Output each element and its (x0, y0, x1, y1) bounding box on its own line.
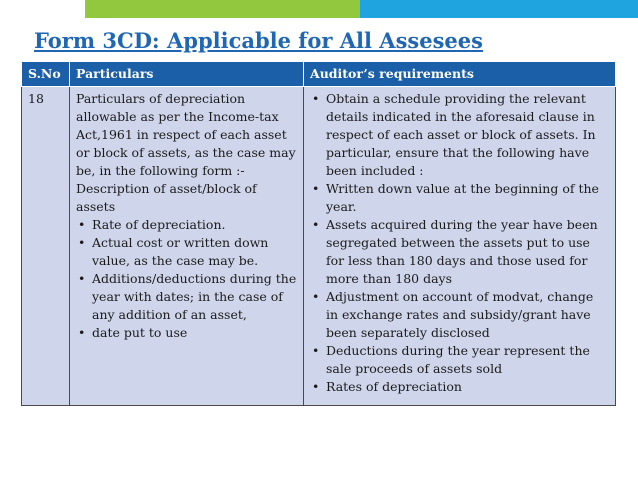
slide-title: Form 3CD: Applicable for All Assesees (34, 28, 483, 53)
header-auditor-requirements: Auditor’s requirements (304, 62, 616, 87)
list-item: • Obtain a schedule providing the relevant details indicated in the aforesaid clause in respect of each asset or block of assets. In particular, ensure that the following have been included : (310, 90, 609, 180)
list-item: • Adjustment on account of modvat, change in exchange rates and subsidy/grant have been separately disclosed (310, 288, 609, 342)
cell-auditor-requirements (304, 87, 616, 406)
cell-sno: 18 (22, 87, 70, 406)
list-item: • Deductions during the year represent the sale proceeds of assets sold (310, 342, 609, 378)
requirements-list (310, 90, 609, 396)
particulars-list (76, 216, 297, 342)
list-item: • Written down value at the beginning of the year. (310, 180, 609, 216)
list-item: • Actual cost or written down value, as the case may be. (76, 234, 297, 270)
table-row (22, 87, 616, 406)
list-item: • Rate of depreciation. (76, 216, 297, 234)
header-sno: S.No (22, 62, 70, 87)
audit-table (21, 61, 616, 406)
list-item: • Rates of depreciation (310, 378, 609, 396)
particulars-description: Description of asset/block of assets (76, 181, 257, 214)
particulars-intro: Particulars of depreciation allowable as per the Income-tax Act,1961 in respect of each asset or block of assets, as the case may be, in the following form :- (76, 91, 296, 178)
decorative-blue-bar (360, 0, 638, 18)
list-item: • Assets acquired during the year have been segregated between the assets put to use for less than 180 days and those used for more than 180 days (310, 216, 609, 288)
cell-particulars (70, 87, 304, 406)
list-item: • date put to use (76, 324, 297, 342)
list-item: • Additions/deductions during the year with dates; in the case of any addition of an asset, (76, 270, 297, 324)
decorative-green-bar (85, 0, 360, 18)
table-header-row (22, 62, 616, 87)
header-particulars: Particulars (70, 62, 304, 87)
